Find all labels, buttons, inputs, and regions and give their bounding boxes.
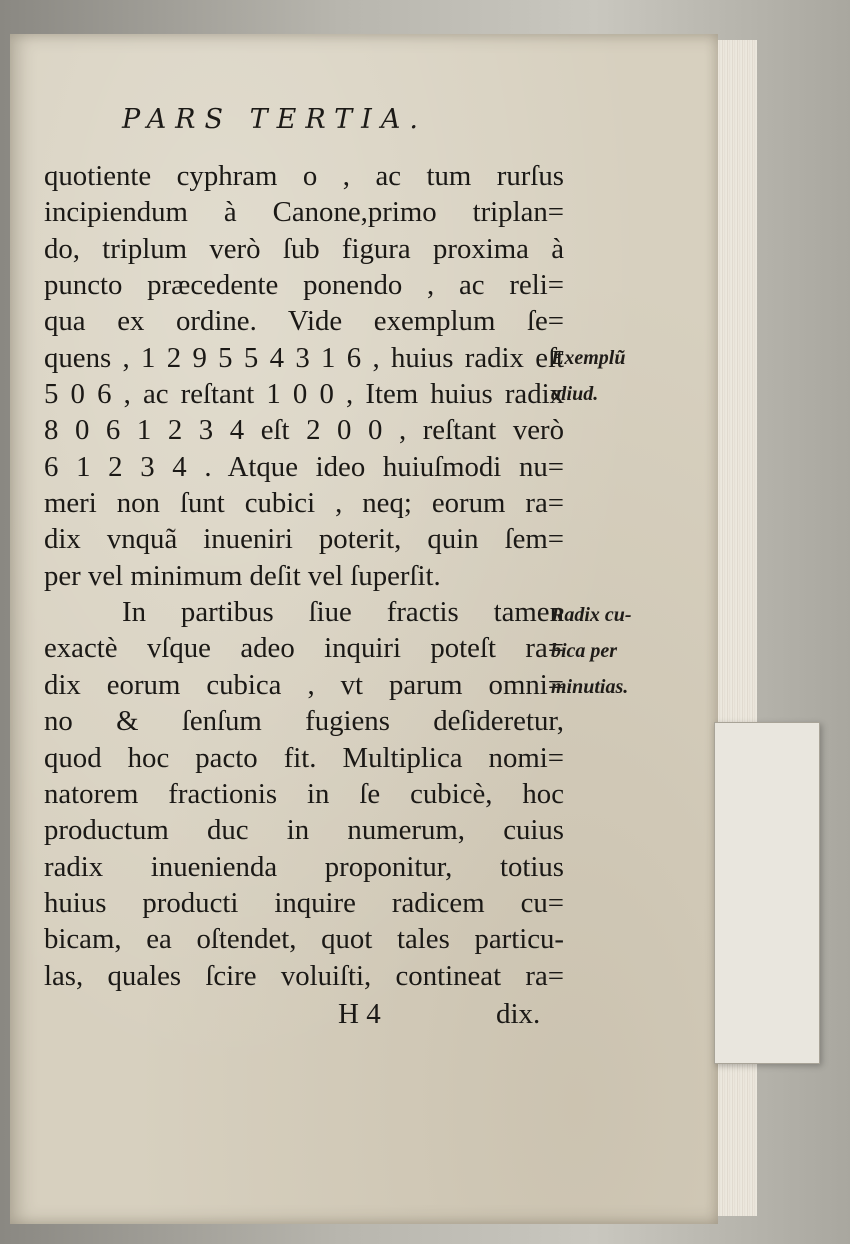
catchword: dix.	[496, 998, 541, 1030]
margin-note-radix	[551, 597, 676, 705]
text-line: In partibus ſiue fractis tamen	[122, 596, 564, 629]
margin-note-line: aliud.	[551, 383, 599, 405]
margin-note-line: bica per	[551, 640, 618, 662]
running-head: PARS TERTIA.	[122, 104, 427, 135]
text-line: dix eorum cubica , vt parum omni=	[44, 668, 564, 701]
text-line: dix vnquã inueniri poterit, quin ſem=	[44, 523, 564, 556]
margin-note-line: Exemplũ	[551, 347, 626, 369]
body-text	[44, 158, 564, 994]
margin-note-exemplum	[551, 340, 676, 412]
text-line: productum duc in numerum, cuius	[44, 814, 564, 847]
text-line: no & ſenſum fugiens deſideretur,	[44, 705, 564, 738]
text-line: natorem fractionis in ſe cubicè, hoc	[44, 777, 564, 810]
text-line: quens , 1 2 9 5 5 4 3 1 6 , huius radix eſt	[44, 341, 564, 374]
margin-note-line: Radix cu-	[551, 604, 632, 626]
margin-note-line: minutias.	[551, 676, 629, 698]
text-line: do, triplum verò ſub figura proxima à	[44, 232, 564, 265]
text-line: 5 0 6 , ac reſtant 1 0 0 , Item huius radix	[44, 378, 564, 411]
text-line: 8 0 6 1 2 3 4 eſt 2 0 0 , reſtant verò	[44, 414, 564, 447]
text-line: quotiente cyphram o , ac tum rurſus	[44, 160, 564, 192]
text-line: huius producti inquire radicem cu=	[44, 886, 564, 919]
text-line: 6 1 2 3 4 . Atque ideo huiuſmodi nu=	[44, 450, 564, 483]
text-line: radix inuenienda proponitur, totius	[44, 850, 564, 883]
text-line: meri non ſunt cubici , neq; eorum ra=	[44, 487, 564, 520]
text-line: quod hoc pacto fit. Multiplica nomi=	[44, 741, 564, 774]
signature-mark: H 4	[338, 998, 381, 1030]
text-line: las, quales ſcire voluiſti, contineat ra=	[44, 959, 564, 992]
text-line: incipiendum à Canone,primo triplan=	[44, 196, 564, 229]
bookmark-flap	[714, 722, 820, 1064]
text-line: puncto præcedente ponendo , ac reli=	[44, 269, 564, 302]
text-line: per vel minimum deſit vel ſuperſit.	[44, 559, 441, 592]
text-line: exactè vſque adeo inquiri poteſt ra=	[44, 632, 564, 665]
text-line: qua ex ordine. Vide exemplum ſe=	[44, 305, 564, 338]
text-line: bicam, ea oſtendet, quot tales particu-	[44, 923, 564, 956]
